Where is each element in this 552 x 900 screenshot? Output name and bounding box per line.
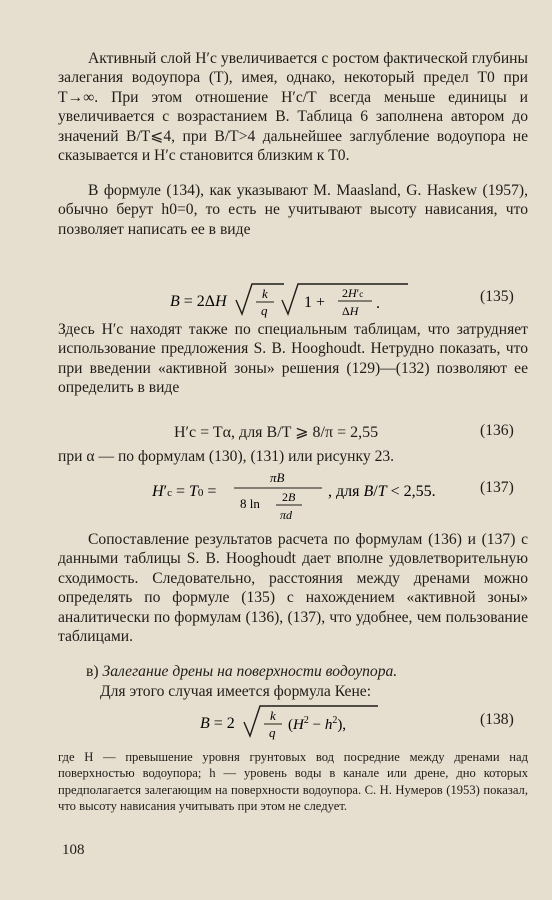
svg-text:(H2 − h2),: $(H^2 - h^2)$,	[288, 715, 347, 733]
paragraph-5: Сопоставление результатов расчета по формулам (136) и (137) с данными таблицы S. B. Hooghoudt дает вполне удовлетворительную сходимость. Следовательно, расстояния между дренами можно определять по формуле (135) с нахождением «активной зоны» аналитически по формулам (136), (137), что удобнее, чем пользование таблицами.	[58, 531, 528, 646]
formula-137	[152, 466, 452, 533]
paragraph-2: В формуле (134), как указывают M. Maasland, G. Haskew (1957), обычно берут h0=0, то есть не учитывают высоту нависания, что позволяет написать ее в виде	[58, 182, 528, 238]
svg-text:8 ln: 8 ln	[240, 496, 260, 511]
svg-text:2H′c: 2H′c	[342, 286, 364, 300]
svg-text:, для B/T < 2,55.: , для B/T < 2,55.	[328, 483, 436, 500]
paragraph-4: при α — по формулам (130), (131) или рисунку 23.	[58, 448, 395, 465]
section-letter: в)	[86, 663, 99, 680]
section-heading	[86, 663, 397, 681]
svg-text:B = 2: B = 2	[200, 715, 235, 732]
formula-136: H′c = Tα, для B/T ⩾ 8/π = 2,55	[174, 424, 379, 441]
formula-137-graphic	[152, 466, 452, 528]
svg-text:H′c = T0 =: H′c = T0 =	[152, 483, 217, 500]
svg-text:k: k	[270, 708, 276, 723]
svg-text:πB: πB	[270, 470, 285, 485]
svg-text:2B: 2B	[282, 490, 296, 504]
svg-text:ΔH: ΔH	[342, 304, 359, 318]
section-title: Залегание дрены на поверхности водоупора.	[102, 663, 398, 680]
equation-number-137: (137)	[480, 479, 514, 496]
equation-number-138: (138)	[480, 711, 514, 728]
paragraph-1: Активный слой H′c увеличивается с ростом фактической глубины залегания водоупора (T), имея, однако, некоторый предел T0 при T→∞. При этом отношение H′c/T всегда меньше единицы и увеличивается с возрастанием B. Таблица 6 заполнена автором до значений B/T⩽4, при B/T>4 дальнейшее заглубление водоупора не сказывается и H′c становится близким к T0.	[58, 50, 528, 165]
intro-line: Для этого случая имеется формула Кене:	[100, 683, 372, 700]
svg-text:πd: πd	[280, 508, 293, 522]
svg-text:k: k	[262, 286, 268, 301]
svg-text:B = 2ΔH: B = 2ΔH	[170, 293, 227, 310]
equation-number-136: (136)	[480, 422, 514, 439]
page-number: 108	[62, 842, 85, 858]
svg-text:q: q	[269, 725, 276, 740]
equation-number-135: (135)	[480, 288, 514, 305]
svg-text:1 +: 1 +	[304, 294, 326, 311]
paragraph-3: Здесь H′c находят также по специальным таблицам, что затрудняет использование предложения S. B. Hooghoudt. Нетрудно показать, что при введении «активной зоны» решения (129)—(132) позволяют ее определить в виде	[58, 321, 528, 397]
footnote: где H — превышение уровня грунтовых вод посредние между дренами над поверхностью водоупора; h — уровень воды в канале или дрене, дно которых предполагается залегающим на поверхности водоупора. С. Н. Нумеров (1953) показал, что высоту нависания учитывать при этом не следует.	[58, 750, 528, 814]
svg-text:.: .	[376, 295, 380, 312]
svg-text:q: q	[261, 303, 268, 318]
